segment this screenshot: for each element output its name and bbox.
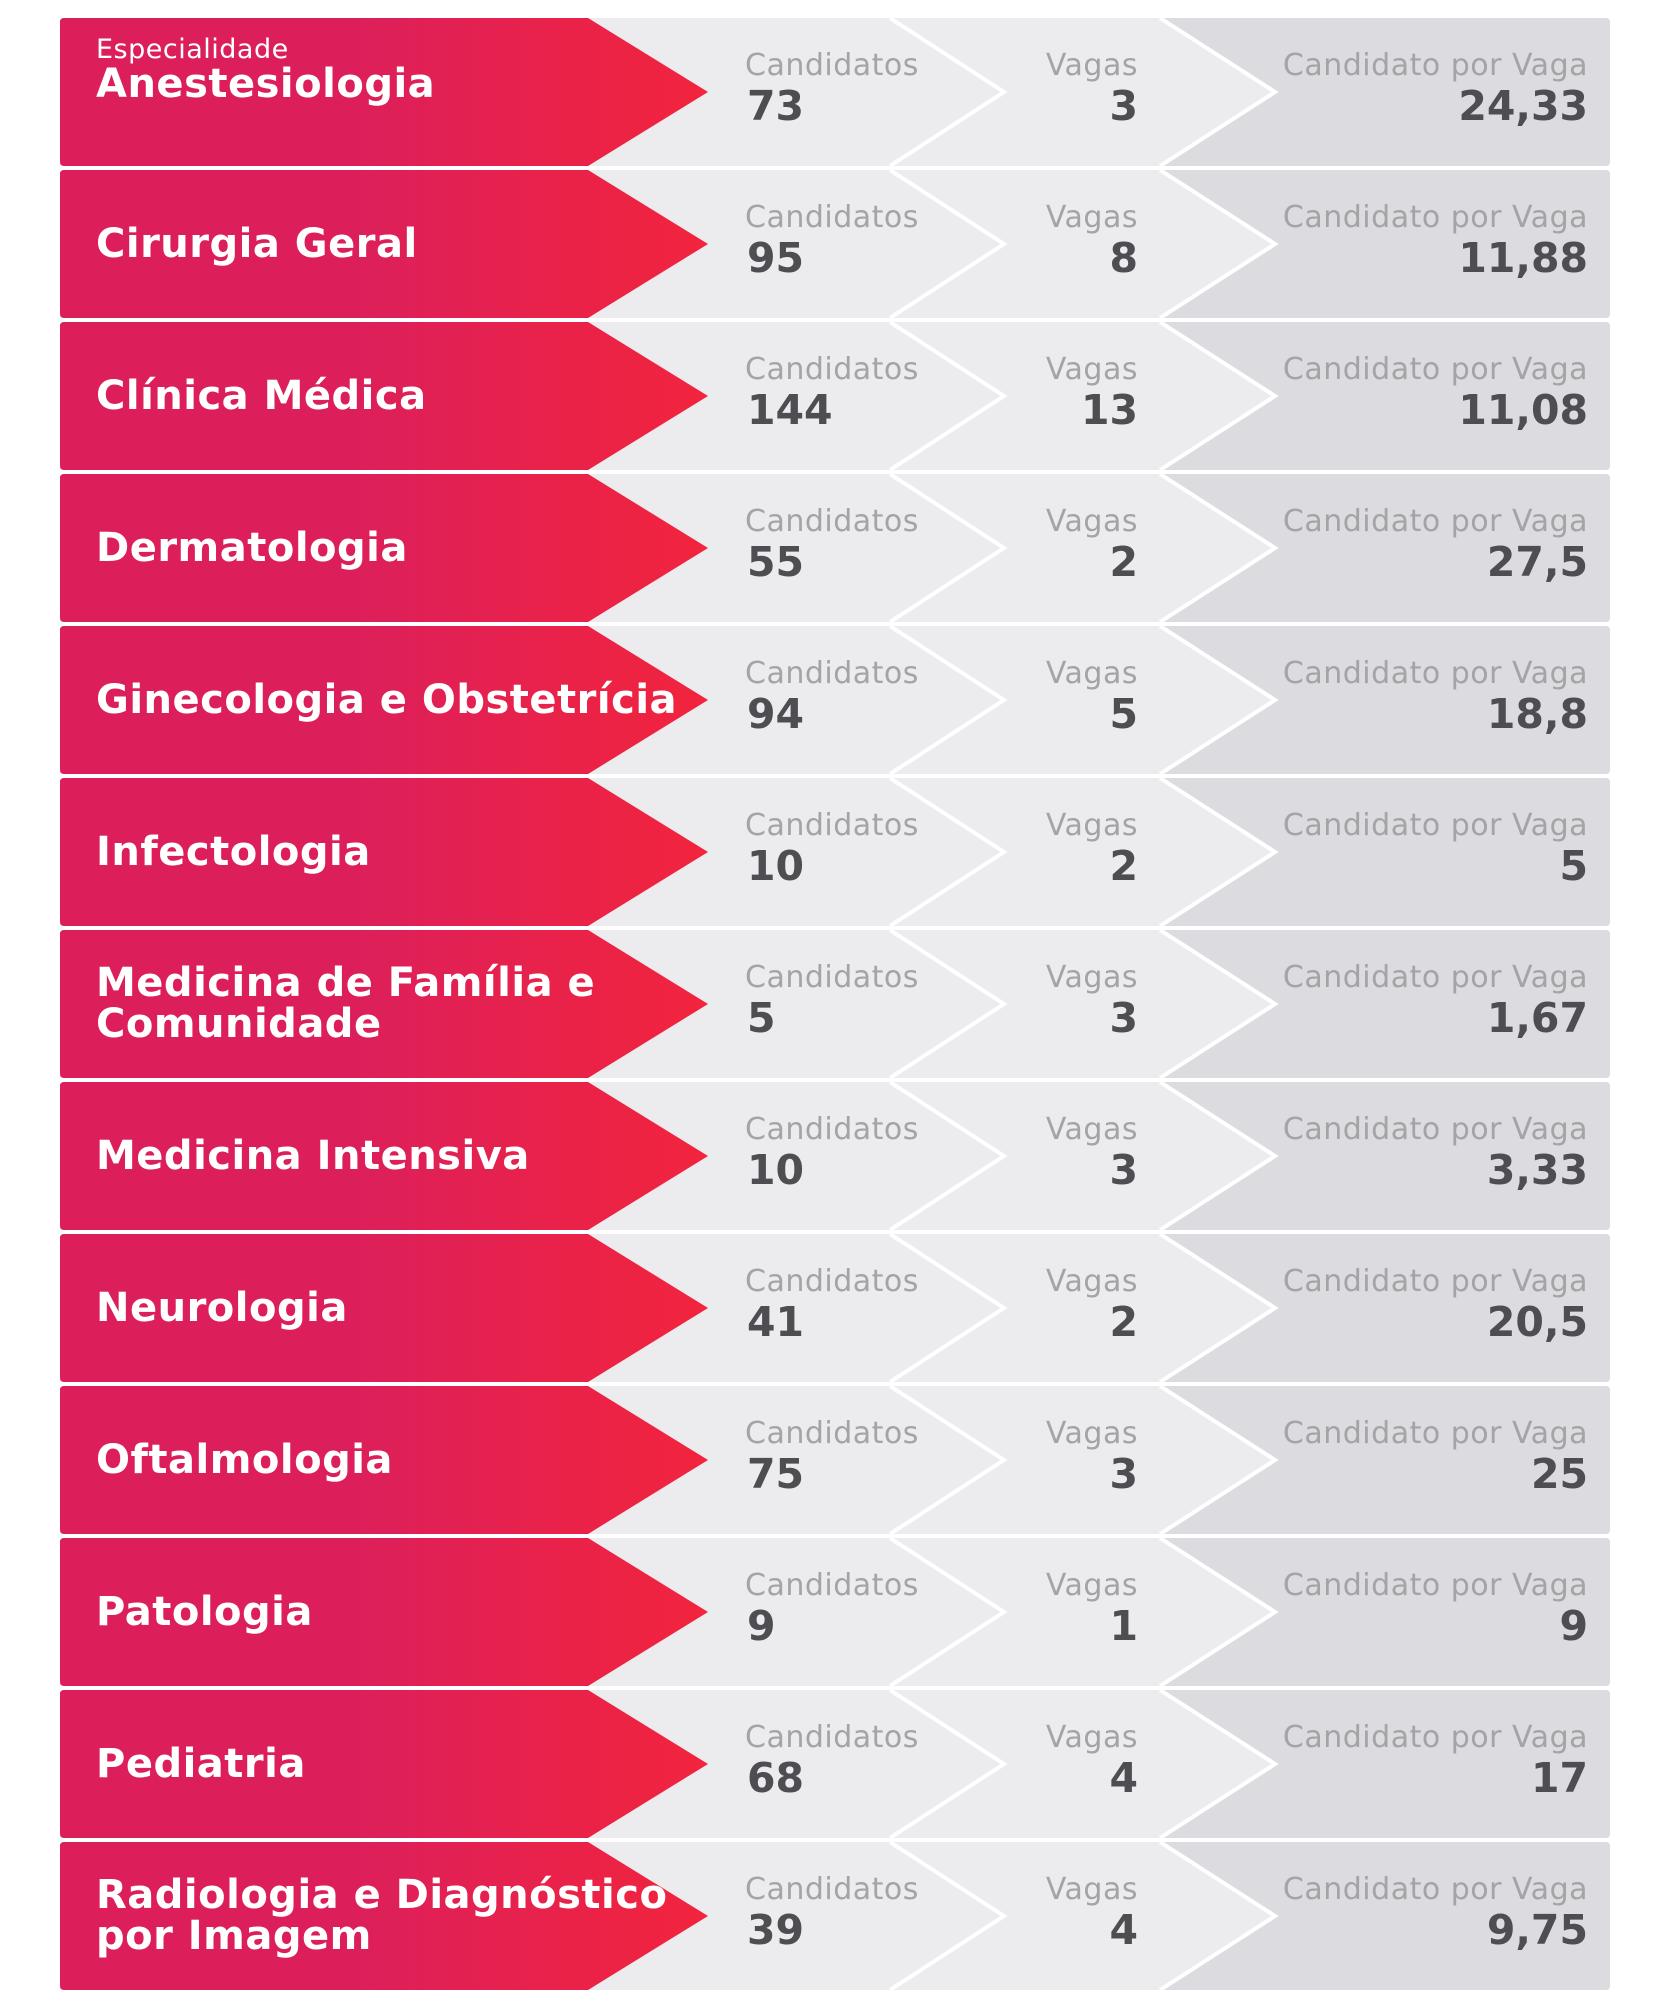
table-row xyxy=(60,474,1610,622)
table-row xyxy=(60,1690,1610,1838)
specialty-name: Medicina Intensiva xyxy=(96,1132,530,1179)
specialty-name: Oftalmologia xyxy=(96,1436,393,1483)
table-row xyxy=(60,1234,1610,1382)
vacancies-value: 2 xyxy=(1109,1298,1138,1346)
ratio-value: 24,33 xyxy=(1458,82,1588,130)
candidates-label: Candidatos xyxy=(745,1112,919,1147)
candidates-label: Candidatos xyxy=(745,1568,919,1603)
ratio-value: 9 xyxy=(1559,1602,1588,1650)
ratio-label: Candidato por Vaga xyxy=(1282,656,1588,691)
vacancies-value: 3 xyxy=(1109,1450,1138,1498)
vacancies-value: 2 xyxy=(1109,842,1138,890)
candidates-value: 10 xyxy=(747,842,805,890)
table-row xyxy=(60,1842,1610,1990)
ratio-value: 27,5 xyxy=(1486,538,1588,586)
specialty-name: Cirurgia Geral xyxy=(96,220,418,267)
candidates-value: 144 xyxy=(747,386,833,434)
vacancies-label: Vagas xyxy=(1045,1872,1138,1907)
vacancies-label: Vagas xyxy=(1045,352,1138,387)
specialty-cell xyxy=(96,1538,696,1686)
vacancies-value: 4 xyxy=(1109,1754,1138,1802)
ratio-value: 17 xyxy=(1530,1754,1588,1802)
specialty-column-label: Especialidade xyxy=(96,34,289,65)
vacancies-label: Vagas xyxy=(1045,1112,1138,1147)
table-row xyxy=(60,1386,1610,1534)
candidates-label: Candidatos xyxy=(745,1720,919,1755)
specialty-name: Anestesiologia xyxy=(96,61,436,107)
table-row xyxy=(60,170,1610,318)
ratio-value: 1,67 xyxy=(1486,994,1588,1042)
candidates-value: 68 xyxy=(747,1754,805,1802)
vacancies-label: Vagas xyxy=(1045,808,1138,843)
vacancies-value: 5 xyxy=(1109,690,1138,738)
ratio-label: Candidato por Vaga xyxy=(1282,200,1588,235)
vacancies-value: 4 xyxy=(1109,1906,1138,1954)
candidates-label: Candidatos xyxy=(745,48,919,83)
table-row xyxy=(60,778,1610,926)
candidates-value: 55 xyxy=(747,538,805,586)
candidates-label: Candidatos xyxy=(745,504,919,539)
table-row xyxy=(60,18,1610,166)
vacancies-value: 2 xyxy=(1109,538,1138,586)
candidates-value: 10 xyxy=(747,1146,805,1194)
specialty-cell xyxy=(96,170,696,318)
candidates-value: 41 xyxy=(747,1298,805,1346)
candidates-value: 39 xyxy=(747,1906,805,1954)
specialty-name: Radiologia e Diagnóstico por Imagem xyxy=(96,1872,668,1959)
specialty-cell xyxy=(96,1386,696,1534)
ratio-label: Candidato por Vaga xyxy=(1282,1720,1588,1755)
candidates-label: Candidatos xyxy=(745,1416,919,1451)
specialty-cell xyxy=(96,1234,696,1382)
ratio-value: 3,33 xyxy=(1486,1146,1588,1194)
candidates-label: Candidatos xyxy=(745,1872,919,1907)
vacancies-label: Vagas xyxy=(1045,960,1138,995)
specialty-cell xyxy=(96,930,696,1078)
specialty-name: Infectologia xyxy=(96,828,371,875)
specialty-cell xyxy=(96,1690,696,1838)
candidates-label: Candidatos xyxy=(745,352,919,387)
vacancies-value: 3 xyxy=(1109,82,1138,130)
specialty-name: Pediatria xyxy=(96,1740,306,1787)
ratio-label: Candidato por Vaga xyxy=(1282,1568,1588,1603)
specialty-cell xyxy=(96,1082,696,1230)
ratio-label: Candidato por Vaga xyxy=(1282,48,1588,83)
ratio-label: Candidato por Vaga xyxy=(1282,1112,1588,1147)
specialty-cell xyxy=(96,1842,696,1990)
vacancies-label: Vagas xyxy=(1045,1720,1138,1755)
candidates-value: 73 xyxy=(747,82,805,130)
candidates-value: 95 xyxy=(747,234,805,282)
ratio-label: Candidato por Vaga xyxy=(1282,1872,1588,1907)
ratio-value: 25 xyxy=(1530,1450,1588,1498)
candidates-label: Candidatos xyxy=(745,1264,919,1299)
specialty-name: Clínica Médica xyxy=(96,372,427,419)
candidates-value: 94 xyxy=(747,690,805,738)
vacancies-label: Vagas xyxy=(1045,1568,1138,1603)
specialty-cell xyxy=(96,626,696,774)
ratio-value: 18,8 xyxy=(1486,690,1588,738)
specialty-cell xyxy=(96,474,696,622)
vacancies-value: 3 xyxy=(1109,994,1138,1042)
ratio-value: 5 xyxy=(1559,842,1588,890)
ratio-value: 20,5 xyxy=(1486,1298,1588,1346)
vacancies-label: Vagas xyxy=(1045,48,1138,83)
vacancies-value: 8 xyxy=(1109,234,1138,282)
candidates-label: Candidatos xyxy=(745,656,919,691)
vacancies-label: Vagas xyxy=(1045,504,1138,539)
candidates-label: Candidatos xyxy=(745,200,919,235)
vacancies-label: Vagas xyxy=(1045,200,1138,235)
table-row xyxy=(60,930,1610,1078)
vacancies-label: Vagas xyxy=(1045,1416,1138,1451)
vacancies-value: 13 xyxy=(1080,386,1138,434)
candidates-label: Candidatos xyxy=(745,808,919,843)
ratio-label: Candidato por Vaga xyxy=(1282,808,1588,843)
specialty-name: Dermatologia xyxy=(96,524,408,571)
table-row xyxy=(60,626,1610,774)
specialty-cell xyxy=(96,322,696,470)
candidates-label: Candidatos xyxy=(745,960,919,995)
table-row xyxy=(60,1082,1610,1230)
specialty-cell xyxy=(96,778,696,926)
vacancies-value: 1 xyxy=(1109,1602,1138,1650)
ratio-label: Candidato por Vaga xyxy=(1282,1264,1588,1299)
specialty-name: Medicina de Família e Comunidade xyxy=(96,960,596,1047)
ratio-value: 11,88 xyxy=(1458,234,1588,282)
specialty-cell xyxy=(96,18,696,166)
specialty-name: Ginecologia e Obstetrícia xyxy=(96,676,678,723)
vacancies-value: 3 xyxy=(1109,1146,1138,1194)
ratio-value: 11,08 xyxy=(1458,386,1588,434)
candidates-value: 9 xyxy=(747,1602,776,1650)
candidates-value: 75 xyxy=(747,1450,805,1498)
ratio-value: 9,75 xyxy=(1486,1906,1588,1954)
table-row xyxy=(60,1538,1610,1686)
candidates-value: 5 xyxy=(747,994,776,1042)
table-row xyxy=(60,322,1610,470)
specialty-name: Neurologia xyxy=(96,1284,348,1331)
vacancies-label: Vagas xyxy=(1045,656,1138,691)
ratio-label: Candidato por Vaga xyxy=(1282,352,1588,387)
ratio-label: Candidato por Vaga xyxy=(1282,504,1588,539)
specialty-name: Patologia xyxy=(96,1588,313,1635)
ratio-label: Candidato por Vaga xyxy=(1282,1416,1588,1451)
ratio-label: Candidato por Vaga xyxy=(1282,960,1588,995)
vacancies-label: Vagas xyxy=(1045,1264,1138,1299)
